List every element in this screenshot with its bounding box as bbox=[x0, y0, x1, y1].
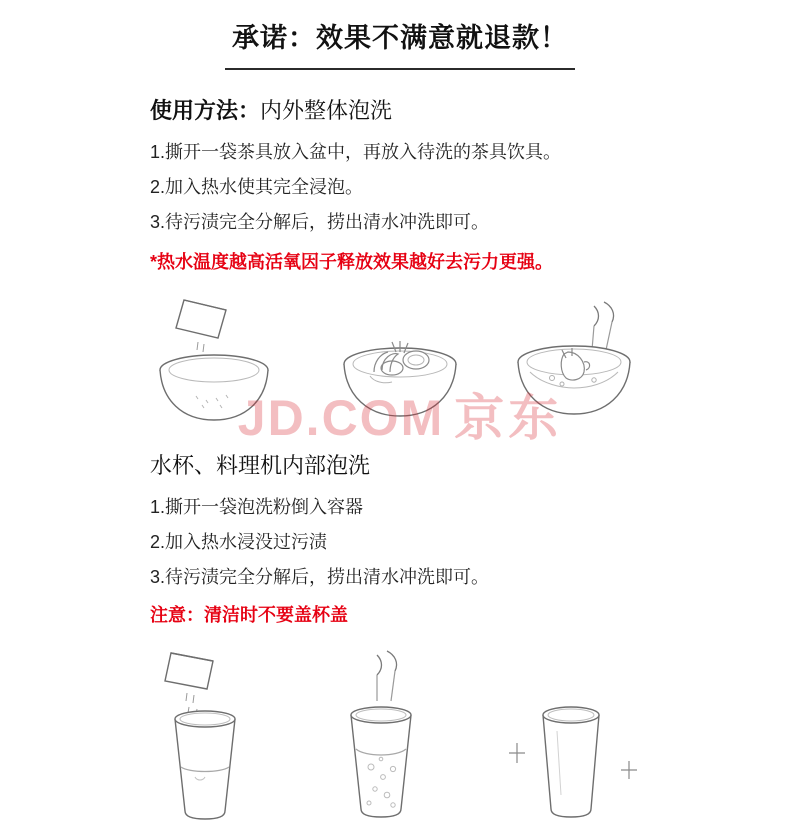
list-item: 3.待污渍完全分解后，捞出清水冲洗即可。 bbox=[150, 211, 490, 232]
section1-illustrations bbox=[0, 287, 800, 437]
section1-heading bbox=[150, 94, 760, 125]
list-item: 2.加入热水浸没过污渍 bbox=[150, 531, 328, 552]
section2-illustrations bbox=[0, 640, 800, 825]
section2-step-list bbox=[150, 490, 760, 595]
page-content bbox=[0, 70, 800, 825]
section1-heading-label: 使用方法： bbox=[150, 97, 261, 123]
section-usage-method bbox=[0, 94, 800, 277]
bowl-with-powder-packet-icon bbox=[152, 292, 302, 437]
list-item: 1.撕开一袋泡洗粉倒入容器 bbox=[150, 496, 364, 517]
cup-clean-sparkle-icon bbox=[503, 645, 653, 825]
section2-note-value: 清洁时不要盖杯盖 bbox=[204, 605, 348, 626]
page-title: 承诺：效果不满意就退款！ bbox=[232, 23, 568, 53]
section2-heading: 水杯、料理机内部泡洗 bbox=[150, 452, 371, 478]
list-item: 3.待污渍完全分解后，捞出清水冲洗即可。 bbox=[150, 567, 490, 588]
watermark-text-cn: 京东 bbox=[454, 390, 563, 446]
list-item: 2.加入热水使其完全浸泡。 bbox=[150, 176, 364, 197]
watermark-text-en: JD.COM bbox=[237, 390, 445, 446]
list-item: 1.撕开一袋茶具放入盆中，再放入待洗的茶具饮具。 bbox=[150, 141, 562, 162]
section-inner-soak bbox=[0, 449, 800, 630]
section1-heading-value: 内外整体泡洗 bbox=[260, 97, 393, 123]
section2-note bbox=[150, 601, 760, 630]
section1-step-list bbox=[150, 135, 760, 240]
page-header bbox=[0, 0, 800, 70]
cup-with-powder-packet-icon bbox=[147, 645, 297, 825]
bowl-with-dishes-icon bbox=[330, 292, 480, 437]
bowl-with-hot-water-steam-icon bbox=[508, 292, 658, 437]
section1-note: *热水温度越高活氧因子释放效果越好去污力更强。 bbox=[150, 252, 554, 273]
section2-note-label: 注意： bbox=[150, 605, 204, 626]
cup-with-hot-water-steam-icon bbox=[325, 645, 475, 825]
